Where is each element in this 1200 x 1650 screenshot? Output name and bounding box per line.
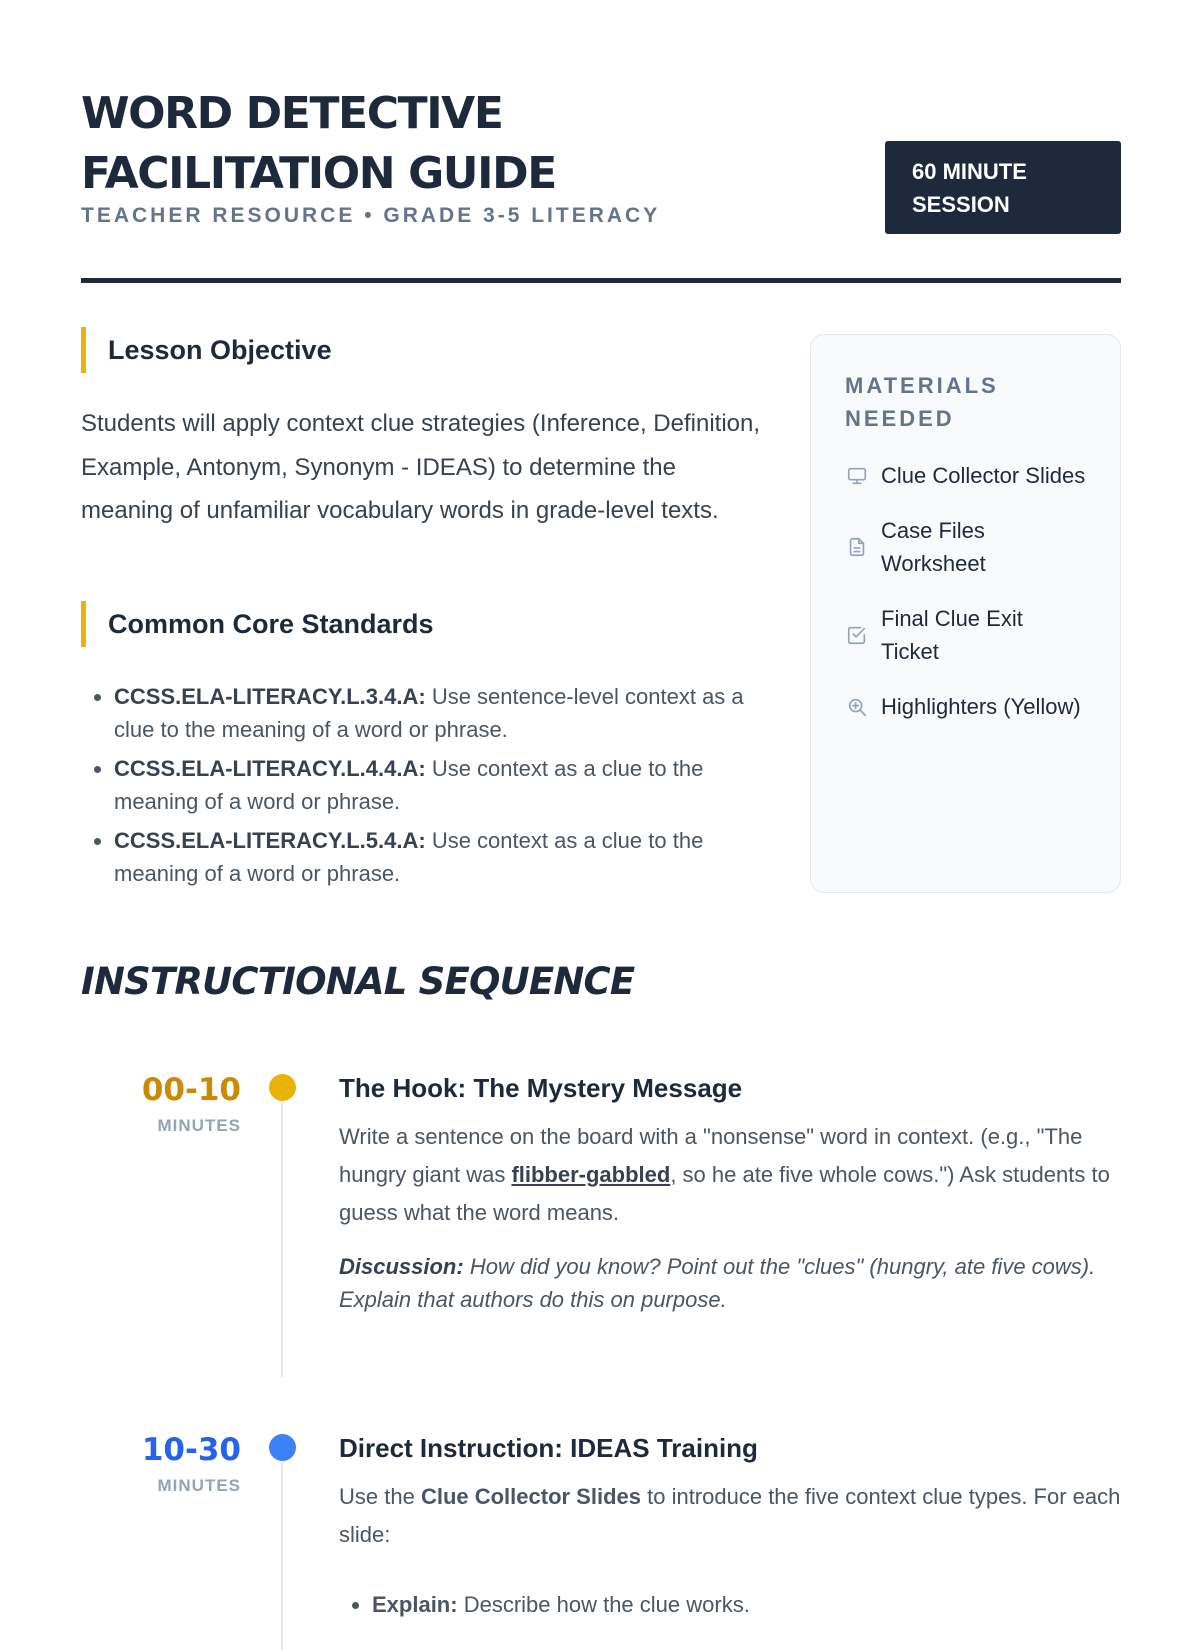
standard-code: CCSS.ELA-LITERACY.L.3.4.A: [114,684,426,709]
materials-title: MATERIALS NEEDED [845,373,999,431]
step-time [81,1070,241,1136]
standard-code: CCSS.ELA-LITERACY.L.4.4.A: [114,756,426,781]
standard-text: Use sentence-level context as a clue to the meaning of a word or phrase. [114,684,744,742]
materials-card [810,334,1121,893]
material-label: Clue Collector Slides [881,463,1086,488]
page-subtitle: TEACHER RESOURCE • GRADE 3-5 LITERACY [81,204,661,227]
material-label: Final Clue Exit Ticket [881,606,1023,664]
material-reference: Clue Collector Slides [420,1484,641,1509]
monitor-icon [845,464,869,488]
step-time [81,1430,241,1496]
timeline-line [281,1450,283,1650]
step-time-unit: MINUTES [157,1116,241,1135]
standards-list [81,680,774,896]
material-item [845,602,1086,668]
session-duration-badge [885,141,1121,234]
step-text: Use the [339,1484,421,1509]
duration-line-2: SESSION [912,192,1010,217]
material-item [845,690,1086,723]
duration-line-1: 60 MINUTE [912,159,1027,184]
step-text: Write a sentence on the board with a "nonsense" word in context. (e.g., "The hungry giant was [339,1124,1083,1187]
step-bullets [339,1588,1129,1621]
objective-text: Students will apply context clue strategies (Inference, Definition, Example, Antonym, Synonym - IDEAS) to determine the meaning of unfamiliar vocabulary words in grade-level texts. [81,410,761,524]
timeline-dot [269,1074,296,1101]
material-label: Highlighters (Yellow) [881,694,1081,719]
step-bullet [372,1588,1129,1621]
step-time-range: 00-10 [141,1072,241,1108]
material-label: Case Files Worksheet [881,518,986,576]
step-title: Direct Instruction: IDEAS Training [339,1433,758,1463]
step-time-unit: MINUTES [157,1476,241,1495]
standard-item [114,824,774,890]
sequence-title: INSTRUCTIONAL SEQUENCE [81,960,635,1003]
discussion-label: Discussion: [339,1254,464,1279]
timeline-dot [269,1434,296,1461]
objective-heading: Lesson Objective [81,327,332,373]
discussion-note [339,1250,1129,1316]
sequence-step [339,1428,1129,1621]
checkbox-icon [845,623,869,647]
step-text: to introduce the five context clue types. For each slide: [339,1484,1121,1547]
standard-text: Use context as a clue to the meaning of a word or phrase. [114,828,704,886]
step-title: The Hook: The Mystery Message [339,1073,743,1103]
material-item [845,459,1086,492]
standards-heading: Common Core Standards [81,601,434,647]
standard-item [114,680,774,746]
page-header [81,84,1121,283]
sequence-step [339,1068,1129,1316]
timeline-line [281,1087,283,1377]
step-description [339,1118,1129,1232]
standard-text: Use context as a clue to the meaning of a word or phrase. [114,756,704,814]
step-time-range: 10-30 [141,1432,241,1468]
bullet-text: Describe how the clue works. [457,1592,750,1617]
document-icon [845,535,869,559]
page-title [81,84,556,204]
discussion-text: How did you know? Point out the "clues" (hungry, ate five cows). Explain that authors do this on purpose. [339,1254,1096,1312]
standard-item [114,752,774,818]
bullet-label: Explain: [372,1592,458,1617]
step-text: , so he ate five whole cows.") Ask students to guess what the word means. [339,1162,1110,1225]
nonsense-word: flibber-gabbled [511,1162,671,1187]
standard-code: CCSS.ELA-LITERACY.L.5.4.A: [114,828,426,853]
title-line-2: FACILITATION GUIDE [81,148,556,199]
step-description [339,1478,1129,1554]
zoom-in-icon [845,695,869,719]
title-line-1: WORD DETECTIVE [81,88,503,139]
material-item [845,514,1086,580]
